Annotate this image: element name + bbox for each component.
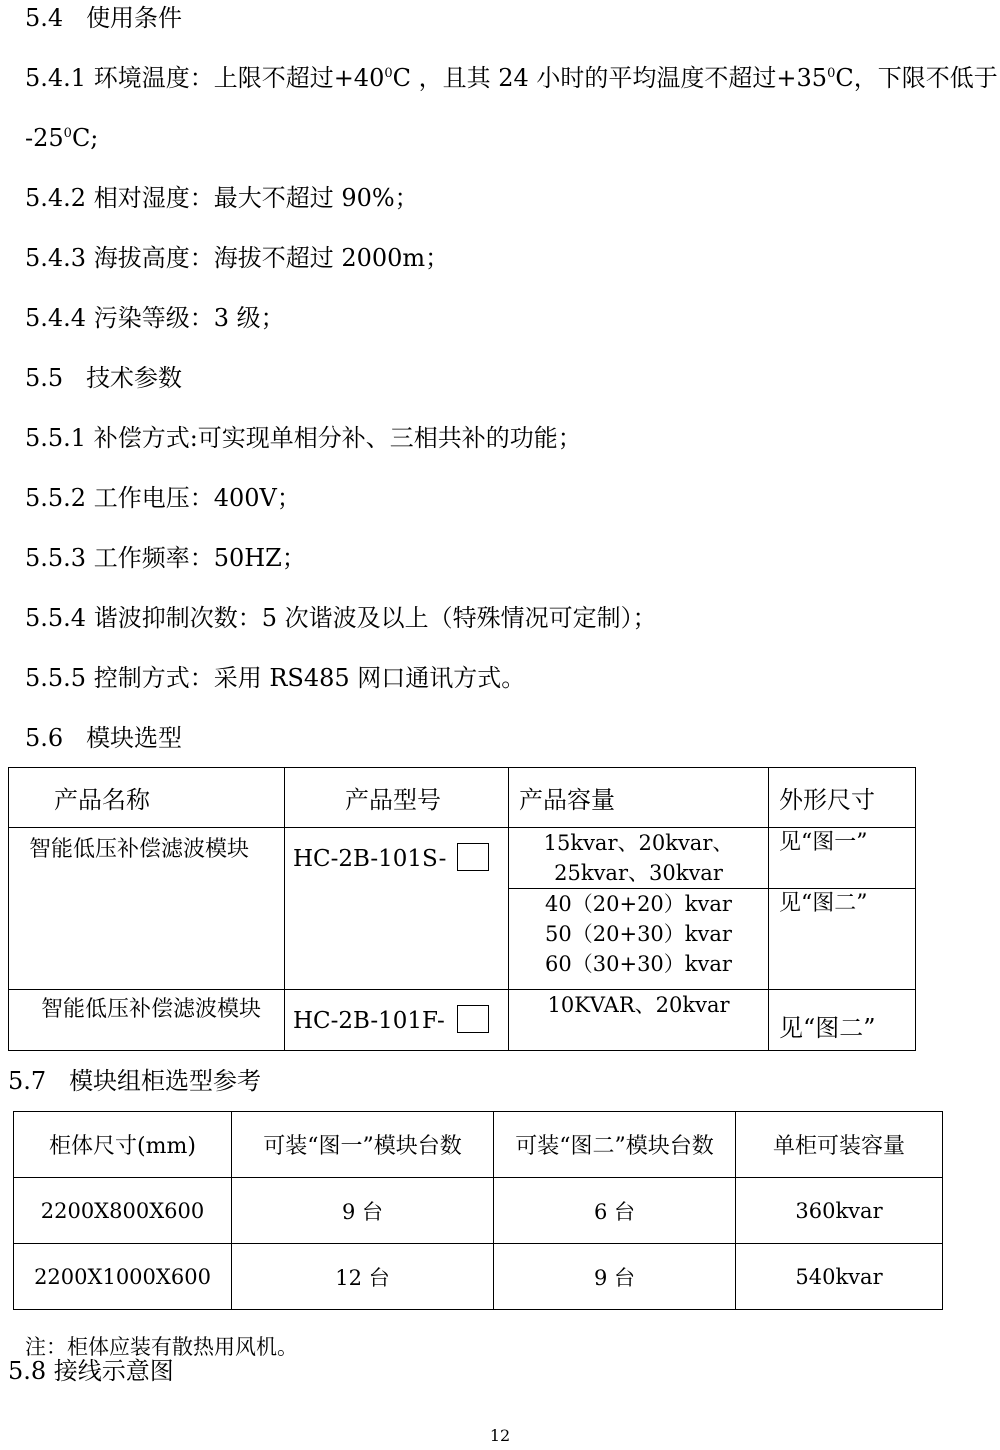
table-cell: 540kvar [736,1244,943,1310]
env-temperature-line-2 [25,123,98,153]
table-cell: 360kvar [736,1178,943,1244]
section-5-6-heading [25,723,182,753]
section-title: 模块选型 [86,724,183,752]
degree-sup: 0 [63,126,72,141]
table-row [9,828,916,889]
cabinet-note: 注：柜体应装有散热用风机。 [25,1335,298,1359]
env-temperature-line [25,63,998,93]
humidity-line: 5.4.2 相对湿度：最大不超过 90%； [25,184,419,212]
env-temp-part-d: -25 [25,124,64,152]
env-temp-part-a: 5.4.1 环境温度：上限不超过+40 [25,64,385,92]
model-suffix-checkbox[interactable] [457,1005,489,1033]
module-selection-table [8,767,916,1051]
table-cell: 6 台 [494,1178,736,1244]
capacity-line: 50（20+30）kvar [545,922,732,947]
header-dimensions: 外形尺寸 [769,768,916,828]
header-product-capacity: 产品容量 [509,768,769,828]
altitude-line: 5.4.3 海拔高度：海拔不超过 2000m； [25,244,450,272]
dimension-cell: 见“图二” [769,889,916,990]
section-title: 模块组柜选型参考 [69,1067,262,1095]
section-title: 技术参数 [86,364,183,392]
capacity-cell [509,828,769,889]
section-number: 5.4 [25,4,64,32]
section-5-7-heading [8,1066,261,1096]
capacity-line: 10KVAR、20kvar [547,993,730,1017]
table-cell: 2200X1000X600 [14,1244,232,1310]
table-row [14,1244,943,1310]
product-model-cell [285,828,509,990]
section-number: 5.5 [25,364,64,392]
section-title: 使用条件 [86,4,183,32]
table-cell: 9 台 [494,1244,736,1310]
header-cabinet-size: 柜体尺寸(mm) [14,1112,232,1178]
table-row [9,990,916,1051]
capacity-line: 40（20+20）kvar [545,892,732,917]
product-name-cell: 智能低压补偿滤波模块 [9,828,285,990]
table-cell: 9 台 [232,1178,494,1244]
header-product-name: 产品名称 [9,768,285,828]
table-header-row [14,1112,943,1178]
section-number: 5.7 [8,1067,47,1095]
section-5-5-heading [25,363,182,393]
header-fig1-count: 可装“图一”模块台数 [232,1112,494,1178]
degree-sup: 0 [384,66,393,81]
header-cabinet-capacity: 单柜可装容量 [736,1112,943,1178]
capacity-line: 60（30+30）kvar [545,952,732,977]
capacity-cell [509,889,769,990]
env-temp-part-e: C; [71,124,99,152]
degree-sup: 0 [827,66,836,81]
dimension-cell: 见“图二” [769,990,916,1051]
product-model-cell [285,990,509,1051]
harmonic-line: 5.5.4 谐波抑制次数：5 次谐波及以上（特殊情况可定制）； [25,604,657,632]
table-row [14,1178,943,1244]
capacity-cell [509,990,769,1051]
product-model: HC-2B-101F- [293,1008,445,1034]
model-suffix-checkbox[interactable] [457,843,489,871]
frequency-line: 5.5.3 工作频率：50HZ； [25,544,306,572]
table-cell: 2200X800X600 [14,1178,232,1244]
capacity-line: 25kvar、30kvar [554,861,723,885]
header-product-model: 产品型号 [285,768,509,828]
section-number: 5.6 [25,724,64,752]
dimension-cell: 见“图一” [769,828,916,889]
section-5-8-heading: 5.8 接线示意图 [8,1357,174,1385]
voltage-line: 5.5.2 工作电压：400V； [25,484,301,512]
env-temp-part-c: C，下限不低于 [835,64,998,92]
env-temp-part-b: C ，且其 24 小时的平均温度不超过+35 [392,64,828,92]
control-mode-line: 5.5.5 控制方式：采用 RS485 网口通讯方式。 [25,664,526,692]
table-cell: 12 台 [232,1244,494,1310]
section-5-4-heading [25,3,182,33]
table-header-row [9,768,916,828]
product-name-cell: 智能低压补偿滤波模块 [9,990,285,1051]
header-fig2-count: 可装“图二”模块台数 [494,1112,736,1178]
page-number: 12 [489,1426,511,1445]
product-model: HC-2B-101S- [293,846,447,872]
pollution-line: 5.4.4 污染等级：3 级； [25,304,285,332]
capacity-line: 15kvar、20kvar、 [543,831,734,855]
compensation-mode-line: 5.5.1 补偿方式:可实现单相分补、三相共补的功能； [25,424,582,452]
cabinet-selection-table [13,1111,943,1310]
